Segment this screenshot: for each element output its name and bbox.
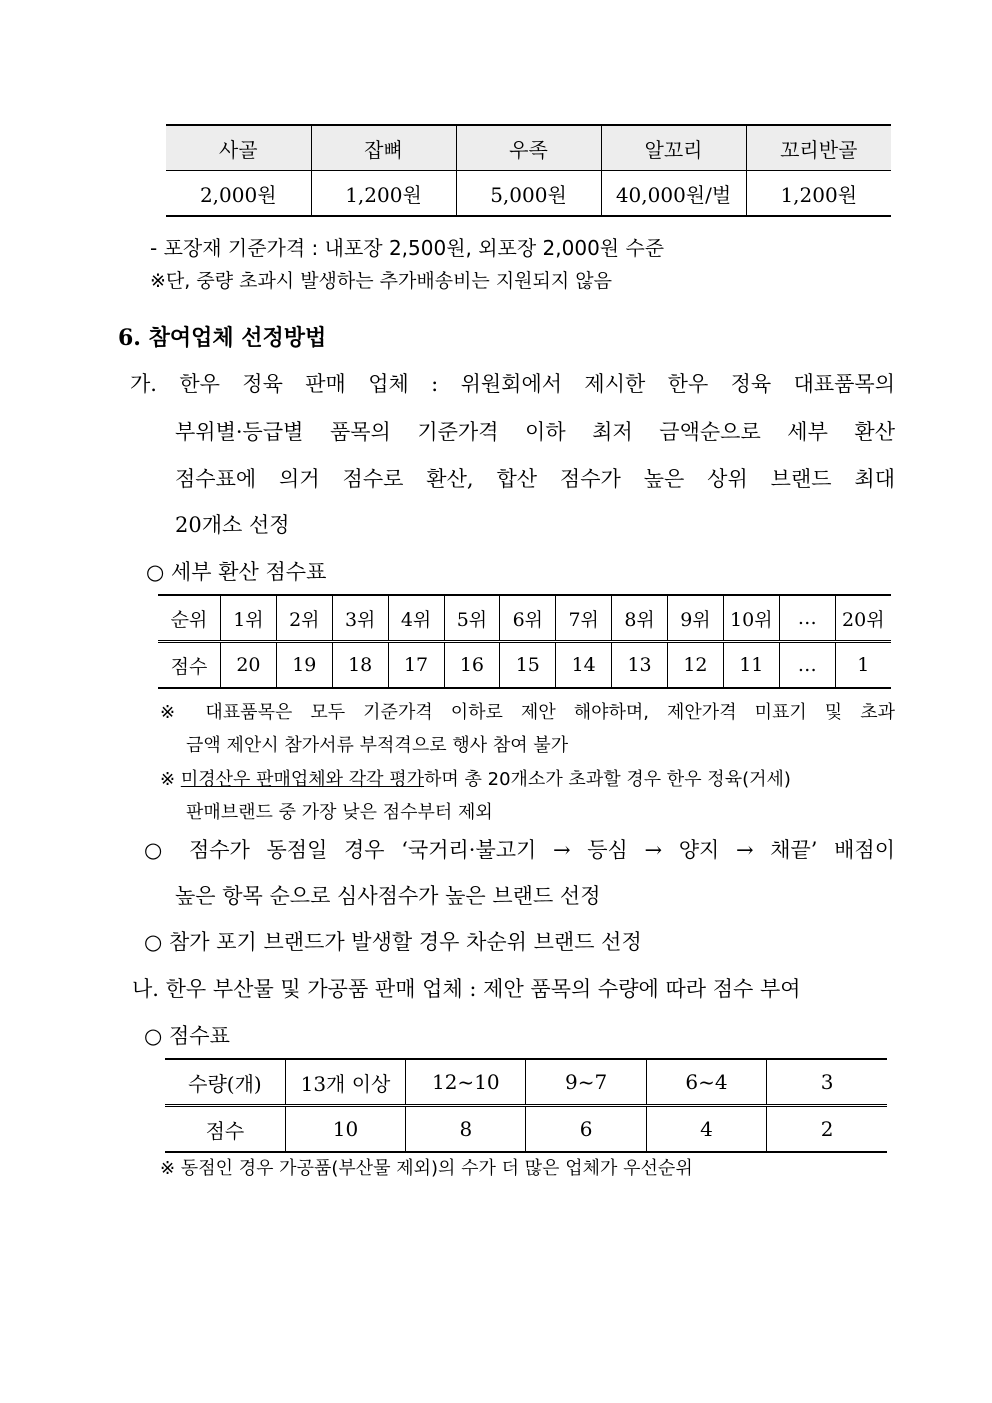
item-ga-line1: 가. 한우 정육 판매 업체 : 위원회에서 제시한 한우 정육 대표품목의 bbox=[130, 372, 895, 396]
table-cell: 19 bbox=[276, 642, 332, 689]
table-header-row bbox=[158, 595, 891, 642]
table-cell: 6 bbox=[526, 1106, 646, 1153]
table-header-cell: 20위 bbox=[835, 595, 891, 642]
table-cell: 14 bbox=[556, 642, 612, 689]
table-cell: 1 bbox=[835, 642, 891, 689]
table-cell: 20 bbox=[221, 642, 277, 689]
table-header-cell: 13개 이상 bbox=[285, 1059, 405, 1106]
note-tiebreak: ※ 동점인 경우 가공품(부산물 제외)의 수가 더 많은 업체가 우선순위 bbox=[160, 1158, 693, 1179]
note-underlined-text: 미경산우 판매업체와 각각 평가 bbox=[180, 769, 425, 790]
table-header-cell: 3 bbox=[767, 1059, 887, 1106]
table-cell: 점수 bbox=[158, 642, 221, 689]
table-cell: 10 bbox=[285, 1106, 405, 1153]
tie-rule-line2: 높은 항목 순으로 심사점수가 높은 브랜드 선정 bbox=[175, 884, 601, 908]
quantity-score-table bbox=[165, 1058, 887, 1153]
table-cell: 15 bbox=[500, 642, 556, 689]
item-ga-line2: 부위별·등급별 품목의 기준가격 이하 최저 금액순으로 세부 환산 bbox=[175, 420, 895, 444]
table-row bbox=[158, 642, 891, 689]
table-header-cell: 7위 bbox=[556, 595, 612, 642]
table-header-cell: 6~4 bbox=[646, 1059, 766, 1106]
table-row bbox=[166, 171, 891, 217]
table-header-cell: 3위 bbox=[332, 595, 388, 642]
table-cell: 18 bbox=[332, 642, 388, 689]
table-header-cell: 1위 bbox=[221, 595, 277, 642]
table-header-cell: 꼬리반골 bbox=[746, 125, 891, 171]
table-cell: 11 bbox=[723, 642, 779, 689]
table-cell: 40,000원/벌 bbox=[601, 171, 746, 217]
table-header-cell: 10위 bbox=[723, 595, 779, 642]
table-cell: … bbox=[779, 642, 835, 689]
note-prefix: ※ bbox=[160, 769, 181, 790]
table-cell: 점수 bbox=[165, 1106, 285, 1153]
table-header-cell: 9위 bbox=[668, 595, 724, 642]
table-header-cell: 6위 bbox=[500, 595, 556, 642]
table-header-cell: 우족 bbox=[456, 125, 601, 171]
table-cell: 1,200원 bbox=[311, 171, 456, 217]
table-header-cell: 4위 bbox=[388, 595, 444, 642]
table-header-cell: 수량(개) bbox=[165, 1059, 285, 1106]
table-header-cell: 알꼬리 bbox=[601, 125, 746, 171]
table-cell: 12 bbox=[668, 642, 724, 689]
table-cell: 16 bbox=[444, 642, 500, 689]
table-header-cell: 순위 bbox=[158, 595, 221, 642]
note-rest-text: 하며 총 20개소가 초과할 경우 한우 정육(거세) bbox=[424, 769, 791, 790]
table-cell: 17 bbox=[388, 642, 444, 689]
table-header-cell: 9~7 bbox=[526, 1059, 646, 1106]
table-header-cell: 잡뼈 bbox=[311, 125, 456, 171]
packaging-price-line: - 포장재 기준가격 : 내포장 2,500원, 외포장 2,000원 수준 bbox=[150, 236, 665, 260]
rank-table-title: ○ 세부 환산 점수표 bbox=[146, 560, 327, 584]
item-na: 나. 한우 부산물 및 가공품 판매 업체 : 제안 품목의 수량에 따라 점수 부여 bbox=[132, 977, 801, 1001]
table-cell: 2,000원 bbox=[166, 171, 311, 217]
table-cell: 5,000원 bbox=[456, 171, 601, 217]
table-header-cell: 사골 bbox=[166, 125, 311, 171]
table-header-cell: 2위 bbox=[276, 595, 332, 642]
table-header-row bbox=[165, 1059, 887, 1106]
item-ga-line4: 20개소 선정 bbox=[175, 513, 290, 537]
tie-rule-line1: ○ 점수가 동점일 경우 ‘국거리·불고기 → 등심 → 양지 → 채끝’ 배점이 bbox=[144, 838, 895, 862]
qty-table-title: ○ 점수표 bbox=[144, 1024, 230, 1048]
note-proposal-line2: 금액 제안시 참가서류 부적격으로 행사 참여 불가 bbox=[186, 735, 569, 756]
table-cell: 2 bbox=[767, 1106, 887, 1153]
table-cell: 1,200원 bbox=[746, 171, 891, 217]
shipping-note: ※단, 중량 초과시 발생하는 추가배송비는 지원되지 않음 bbox=[150, 270, 612, 292]
table-row bbox=[165, 1106, 887, 1153]
table-cell: 13 bbox=[612, 642, 668, 689]
table-header-cell: 8위 bbox=[612, 595, 668, 642]
note-evaluation-line2: 판매브랜드 중 가장 낮은 점수부터 제외 bbox=[186, 802, 493, 823]
note-evaluation-line1 bbox=[160, 771, 791, 789]
item-ga-line3: 점수표에 의거 점수로 환산, 합산 점수가 높은 상위 브랜드 최대 bbox=[175, 467, 895, 491]
table-cell: 4 bbox=[646, 1106, 766, 1153]
table-header-row bbox=[166, 125, 891, 171]
table-cell: 8 bbox=[406, 1106, 526, 1153]
note-proposal-line1: ※ 대표품목은 모두 기준가격 이하로 제안 해야하며, 제안가격 미표기 및 초과 bbox=[160, 702, 895, 723]
table-header-cell: 12~10 bbox=[406, 1059, 526, 1106]
section-title: 6. 참여업체 선정방법 bbox=[118, 325, 327, 351]
table-header-cell: … bbox=[779, 595, 835, 642]
table-header-cell: 5위 bbox=[444, 595, 500, 642]
withdraw-rule: ○ 참가 포기 브랜드가 발생할 경우 차순위 브랜드 선정 bbox=[144, 930, 642, 954]
rank-score-table bbox=[158, 594, 891, 689]
byproduct-price-table bbox=[166, 124, 891, 217]
